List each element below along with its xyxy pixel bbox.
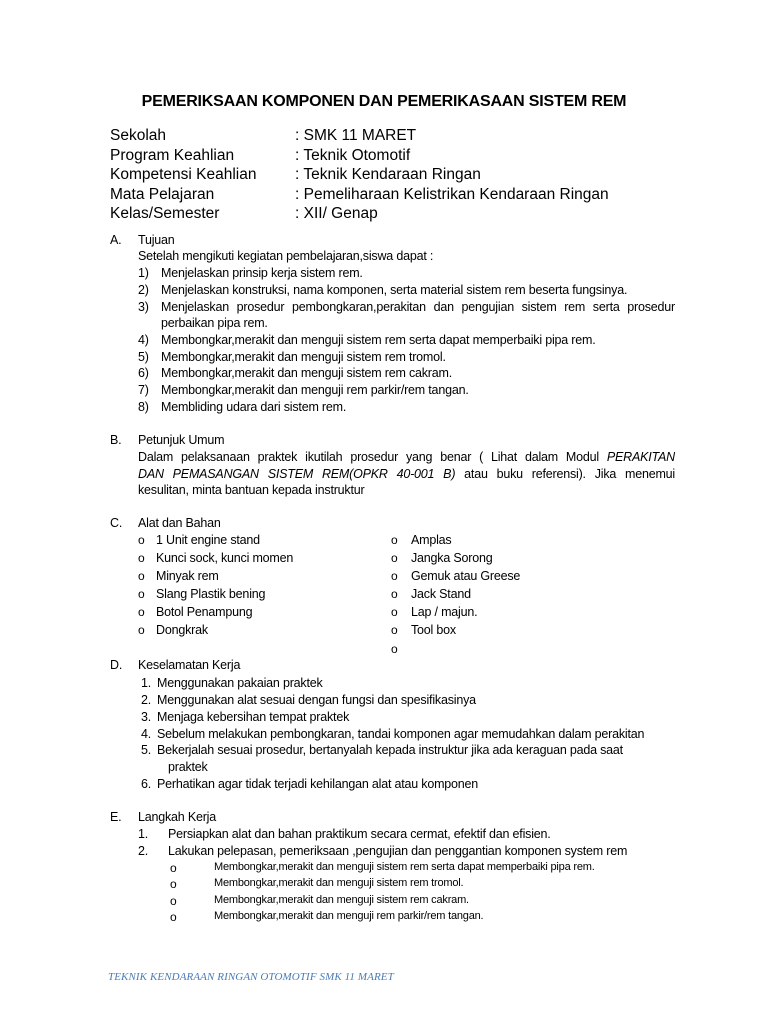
- module-title-italic: PERAKITAN: [606, 450, 675, 464]
- info-value: : Teknik Otomotif: [295, 147, 411, 164]
- item-text: Menjaga kebersihan tempat praktek: [157, 710, 350, 724]
- item-text: Persiapkan alat dan bahan praktikum secara cermat, efektif dan efisien.: [168, 827, 551, 841]
- item-number: 4): [138, 333, 149, 347]
- info-label: Kompetensi Keahlian: [110, 166, 257, 183]
- bullet-icon: o: [138, 587, 145, 601]
- module-title-italic: DAN PEMASANGAN SISTEM REM(OPKR 40-001 B): [138, 466, 456, 481]
- bullet-icon: o: [138, 551, 145, 565]
- section-letter: B.: [110, 433, 122, 447]
- item-text: Membongkar,merakit dan menguji rem parkir/rem tangan.: [161, 383, 469, 397]
- item-text: Botol Penampung: [156, 605, 253, 619]
- section-title: Petunjuk Umum: [138, 433, 225, 447]
- item-number: 2): [138, 283, 149, 297]
- bullet-icon: o: [391, 569, 398, 583]
- item-text: Slang Plastik bening: [156, 587, 266, 601]
- item-text: Membongkar,merakit dan menguji sistem rem serta dapat memperbaiki pipa rem.: [214, 861, 595, 873]
- item-text: Kunci sock, kunci momen: [156, 551, 294, 565]
- item-text: Membliding udara dari sistem rem.: [161, 400, 347, 414]
- bullet-icon: o: [170, 910, 177, 924]
- item-text: Sebelum melakukan pembongkaran, tandai komponen agar memudahkan dalam perakitan: [157, 727, 645, 741]
- bullet-icon: o: [138, 605, 145, 619]
- paragraph-line: kesulitan, minta bantuan kepada instruktur: [138, 483, 365, 497]
- bullet-icon: o: [170, 894, 177, 908]
- item-number: 5): [138, 350, 149, 364]
- bullet-icon: o: [138, 623, 145, 637]
- item-number: 1.: [138, 827, 149, 841]
- info-label: Mata Pelajaran: [110, 186, 215, 203]
- item-number: 1): [138, 266, 149, 280]
- section-title: Langkah Kerja: [138, 810, 217, 824]
- paragraph-line: [138, 466, 675, 483]
- item-text: Minyak rem: [156, 569, 219, 583]
- item-number: 3): [138, 300, 149, 314]
- paragraph-line: [138, 449, 675, 466]
- item-text: Tool box: [411, 623, 456, 637]
- item-text: Dongkrak: [156, 623, 208, 637]
- bullet-icon: o: [391, 533, 398, 547]
- item-text: Bekerjalah sesuai prosedur, bertanyalah kepada instruktur jika ada keraguan pada saat: [157, 743, 623, 757]
- info-value: : SMK 11 MARET: [295, 127, 417, 144]
- bullet-icon: o: [138, 533, 145, 547]
- section-title: Tujuan: [138, 233, 175, 247]
- bullet-icon: o: [391, 642, 398, 656]
- bullet-icon: o: [138, 569, 145, 583]
- item-text: Lap / majun.: [411, 605, 478, 619]
- bullet-icon: o: [170, 861, 177, 875]
- item-number: 7): [138, 383, 149, 397]
- item-text: Menggunakan alat sesuai dengan fungsi dan spesifikasinya: [157, 693, 476, 707]
- item-text: Membongkar,merakit dan menguji sistem rem cakram.: [214, 894, 469, 906]
- section-letter: C.: [110, 516, 123, 530]
- item-text: Menjelaskan prosedur pembongkaran,perakitan dan pengujian sistem rem serta prosedur: [161, 300, 675, 314]
- item-text: Amplas: [411, 533, 452, 547]
- item-number: 3.: [141, 710, 152, 724]
- bullet-icon: o: [391, 605, 398, 619]
- page-footer: TEKNIK KENDARAAN RINGAN OTOMOTIF SMK 11 MARET: [108, 971, 394, 983]
- paragraph-text: atau buku referensi). Jika menemui: [464, 466, 675, 481]
- item-text: Gemuk atau Greese: [411, 569, 521, 583]
- item-text: Membongkar,merakit dan menguji rem parkir/rem tangan.: [214, 910, 484, 922]
- paragraph-text: Dalam pelaksanaan praktek ikutilah prosedur yang benar ( Lihat dalam Modul: [138, 450, 599, 464]
- item-text: Membongkar,merakit dan menguji sistem rem cakram.: [161, 366, 452, 380]
- item-text: Jack Stand: [411, 587, 471, 601]
- item-text: 1 Unit engine stand: [156, 533, 260, 547]
- bullet-icon: o: [391, 587, 398, 601]
- section-intro: Setelah mengikuti kegiatan pembelajaran,siswa dapat :: [138, 249, 434, 263]
- item-text: Jangka Sorong: [411, 551, 493, 565]
- section-title: Alat dan Bahan: [138, 516, 221, 530]
- info-value: : Teknik Kendaraan Ringan: [295, 166, 481, 183]
- bullet-icon: o: [391, 551, 398, 565]
- item-text-continued: perbaikan pipa rem.: [161, 316, 268, 330]
- item-number: 2.: [141, 693, 152, 707]
- item-number: 1.: [141, 676, 152, 690]
- item-text: Lakukan pelepasan, pemeriksaan ,pengujian dan penggantian komponen system rem: [168, 844, 628, 858]
- bullet-icon: o: [391, 623, 398, 637]
- section-letter: D.: [110, 658, 123, 672]
- item-text: Membongkar,merakit dan menguji sistem rem serta dapat memperbaiki pipa rem.: [161, 333, 596, 347]
- section-letter: E.: [110, 810, 122, 824]
- document-title: PEMERIKSAAN KOMPONEN DAN PEMERIKASAAN SISTEM REM: [141, 93, 627, 110]
- item-number: 2.: [138, 844, 149, 858]
- item-number: 4.: [141, 727, 152, 741]
- item-number: 5.: [141, 743, 152, 757]
- item-text: Membongkar,merakit dan menguji sistem rem tromol.: [214, 877, 464, 889]
- item-number: 8): [138, 400, 149, 414]
- bullet-icon: o: [170, 877, 177, 891]
- item-text: Menjelaskan prinsip kerja sistem rem.: [161, 266, 363, 280]
- section-paragraph: [138, 449, 675, 499]
- item-text: Menggunakan pakaian praktek: [157, 676, 323, 690]
- info-label: Kelas/Semester: [110, 205, 220, 222]
- item-text: Menjelaskan konstruksi, nama komponen, serta material sistem rem beserta fungsinya.: [161, 283, 628, 297]
- item-number: 6): [138, 366, 149, 380]
- section-title: Keselamatan Kerja: [138, 658, 241, 672]
- info-value: : Pemeliharaan Kelistrikan Kendaraan Ringan: [295, 186, 609, 203]
- item-text-continued: praktek: [168, 760, 208, 774]
- item-text: Membongkar,merakit dan menguji sistem rem tromol.: [161, 350, 446, 364]
- info-label: Program Keahlian: [110, 147, 235, 164]
- item-number: 6.: [141, 777, 152, 791]
- info-label: Sekolah: [110, 127, 167, 144]
- item-text: Perhatikan agar tidak terjadi kehilangan alat atau komponen: [157, 777, 479, 791]
- info-value: : XII/ Genap: [295, 205, 378, 222]
- section-letter: A.: [110, 233, 122, 247]
